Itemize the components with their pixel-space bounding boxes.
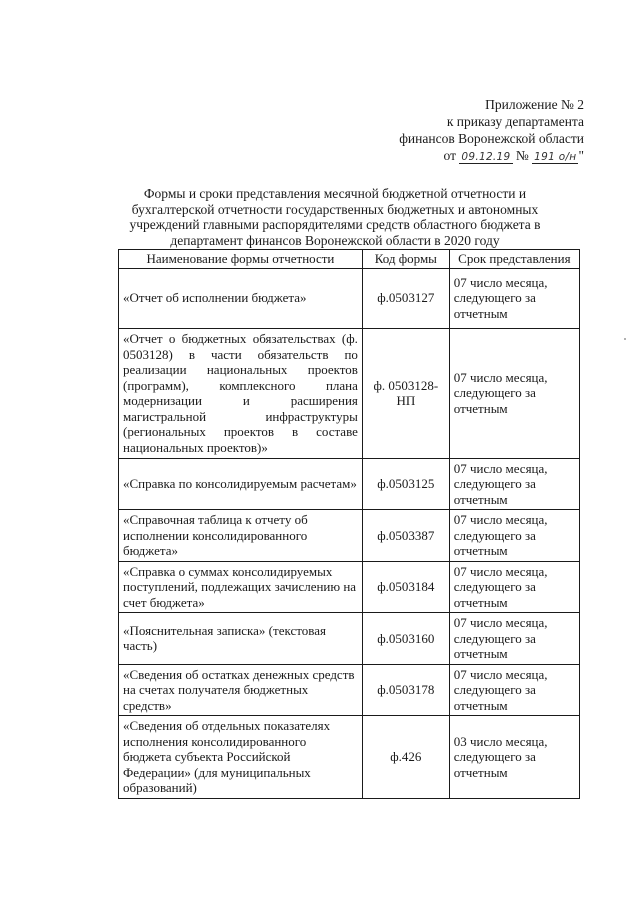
form-code: ф.0503125: [362, 458, 449, 510]
closing-quote: ": [578, 148, 584, 163]
form-code: ф.0503184: [362, 561, 449, 613]
table-header-row: [119, 250, 580, 269]
date-prefix: от: [443, 148, 456, 163]
table-row: [119, 510, 580, 562]
number-sign: №: [515, 148, 529, 163]
form-code: ф.0503160: [362, 613, 449, 665]
table-row: [119, 458, 580, 510]
form-deadline: 03 число месяца, следующего за отчетным: [449, 716, 579, 799]
table-row: [119, 561, 580, 613]
header-form-name: Наименование формы отчетности: [119, 250, 363, 269]
table-row: [119, 268, 580, 328]
title-line-2: бухгалтерской отчетности государственных бюджетных и автономных: [131, 201, 539, 217]
form-name: «Сведения об отдельных показателях исполнения консолидированного бюджета субъекта Российской Федерации» (для муниципальных образований): [119, 716, 363, 799]
form-code: ф.0503178: [362, 664, 449, 716]
table-row: [119, 328, 580, 458]
form-code: ф.0503127: [362, 268, 449, 328]
form-deadline: 07 число месяца, следующего за отчетным: [449, 664, 579, 716]
table-row: [119, 664, 580, 716]
form-code: ф.426: [362, 716, 449, 799]
form-name: «Отчет о бюджетных обязательствах (ф. 0503128) в части обязательств по реализации национальных проектов (программ), комплексного плана модернизации и расширения магистральной инфраструктуры (региональных проектов в составе национальных проектов)»: [119, 328, 363, 458]
form-deadline: 07 число месяца, следующего за отчетным: [449, 510, 579, 562]
forms-table: [118, 249, 580, 799]
title-line-1: Формы и сроки представления месячной бюджетной отчетности и: [143, 186, 527, 201]
form-deadline: 07 число месяца, следующего за отчетным: [449, 328, 579, 458]
title-line-3: учреждений главными распорядителями средств областного бюджета в: [129, 217, 541, 232]
table-row: [119, 716, 580, 799]
form-code: ф. 0503128-НП: [362, 328, 449, 458]
header-form-code: Код формы: [362, 250, 449, 269]
form-name: «Справка по консолидируемым расчетам»: [119, 458, 363, 510]
appendix-date-line: [399, 147, 584, 166]
form-name: «Справка о суммах консолидируемых поступлений, подлежащих зачислению на счет бюджета»: [119, 561, 363, 613]
header-deadline: Срок представления: [449, 250, 579, 269]
table-row: [119, 613, 580, 665]
document-title: [100, 186, 570, 248]
form-deadline: 07 число месяца, следующего за отчетным: [449, 458, 579, 510]
form-name: «Пояснительная записка» (текстовая часть): [119, 613, 363, 665]
handwritten-number: 191 о/н: [534, 151, 577, 163]
form-code: ф.0503387: [362, 510, 449, 562]
form-name: «Сведения об остатках денежных средств на счетах получателя бюджетных средств»: [119, 664, 363, 716]
form-deadline: 07 число месяца, следующего за отчетным: [449, 561, 579, 613]
appendix-block: [399, 96, 584, 166]
scan-speck: [624, 338, 626, 340]
appendix-order-ref: к приказу департамента: [446, 114, 584, 129]
form-name: «Отчет об исполнении бюджета»: [119, 268, 363, 328]
title-line-4: департамент финансов Воронежской области в 2020 году: [170, 232, 500, 248]
appendix-number: Приложение № 2: [485, 97, 584, 112]
form-deadline: 07 число месяца, следующего за отчетным: [449, 268, 579, 328]
form-name: «Справочная таблица к отчету об исполнении консолидированного бюджета»: [119, 510, 363, 562]
appendix-department: финансов Воронежской области: [399, 131, 584, 146]
handwritten-date: 09.12.19: [461, 151, 511, 163]
form-deadline: 07 число месяца, следующего за отчетным: [449, 613, 579, 665]
